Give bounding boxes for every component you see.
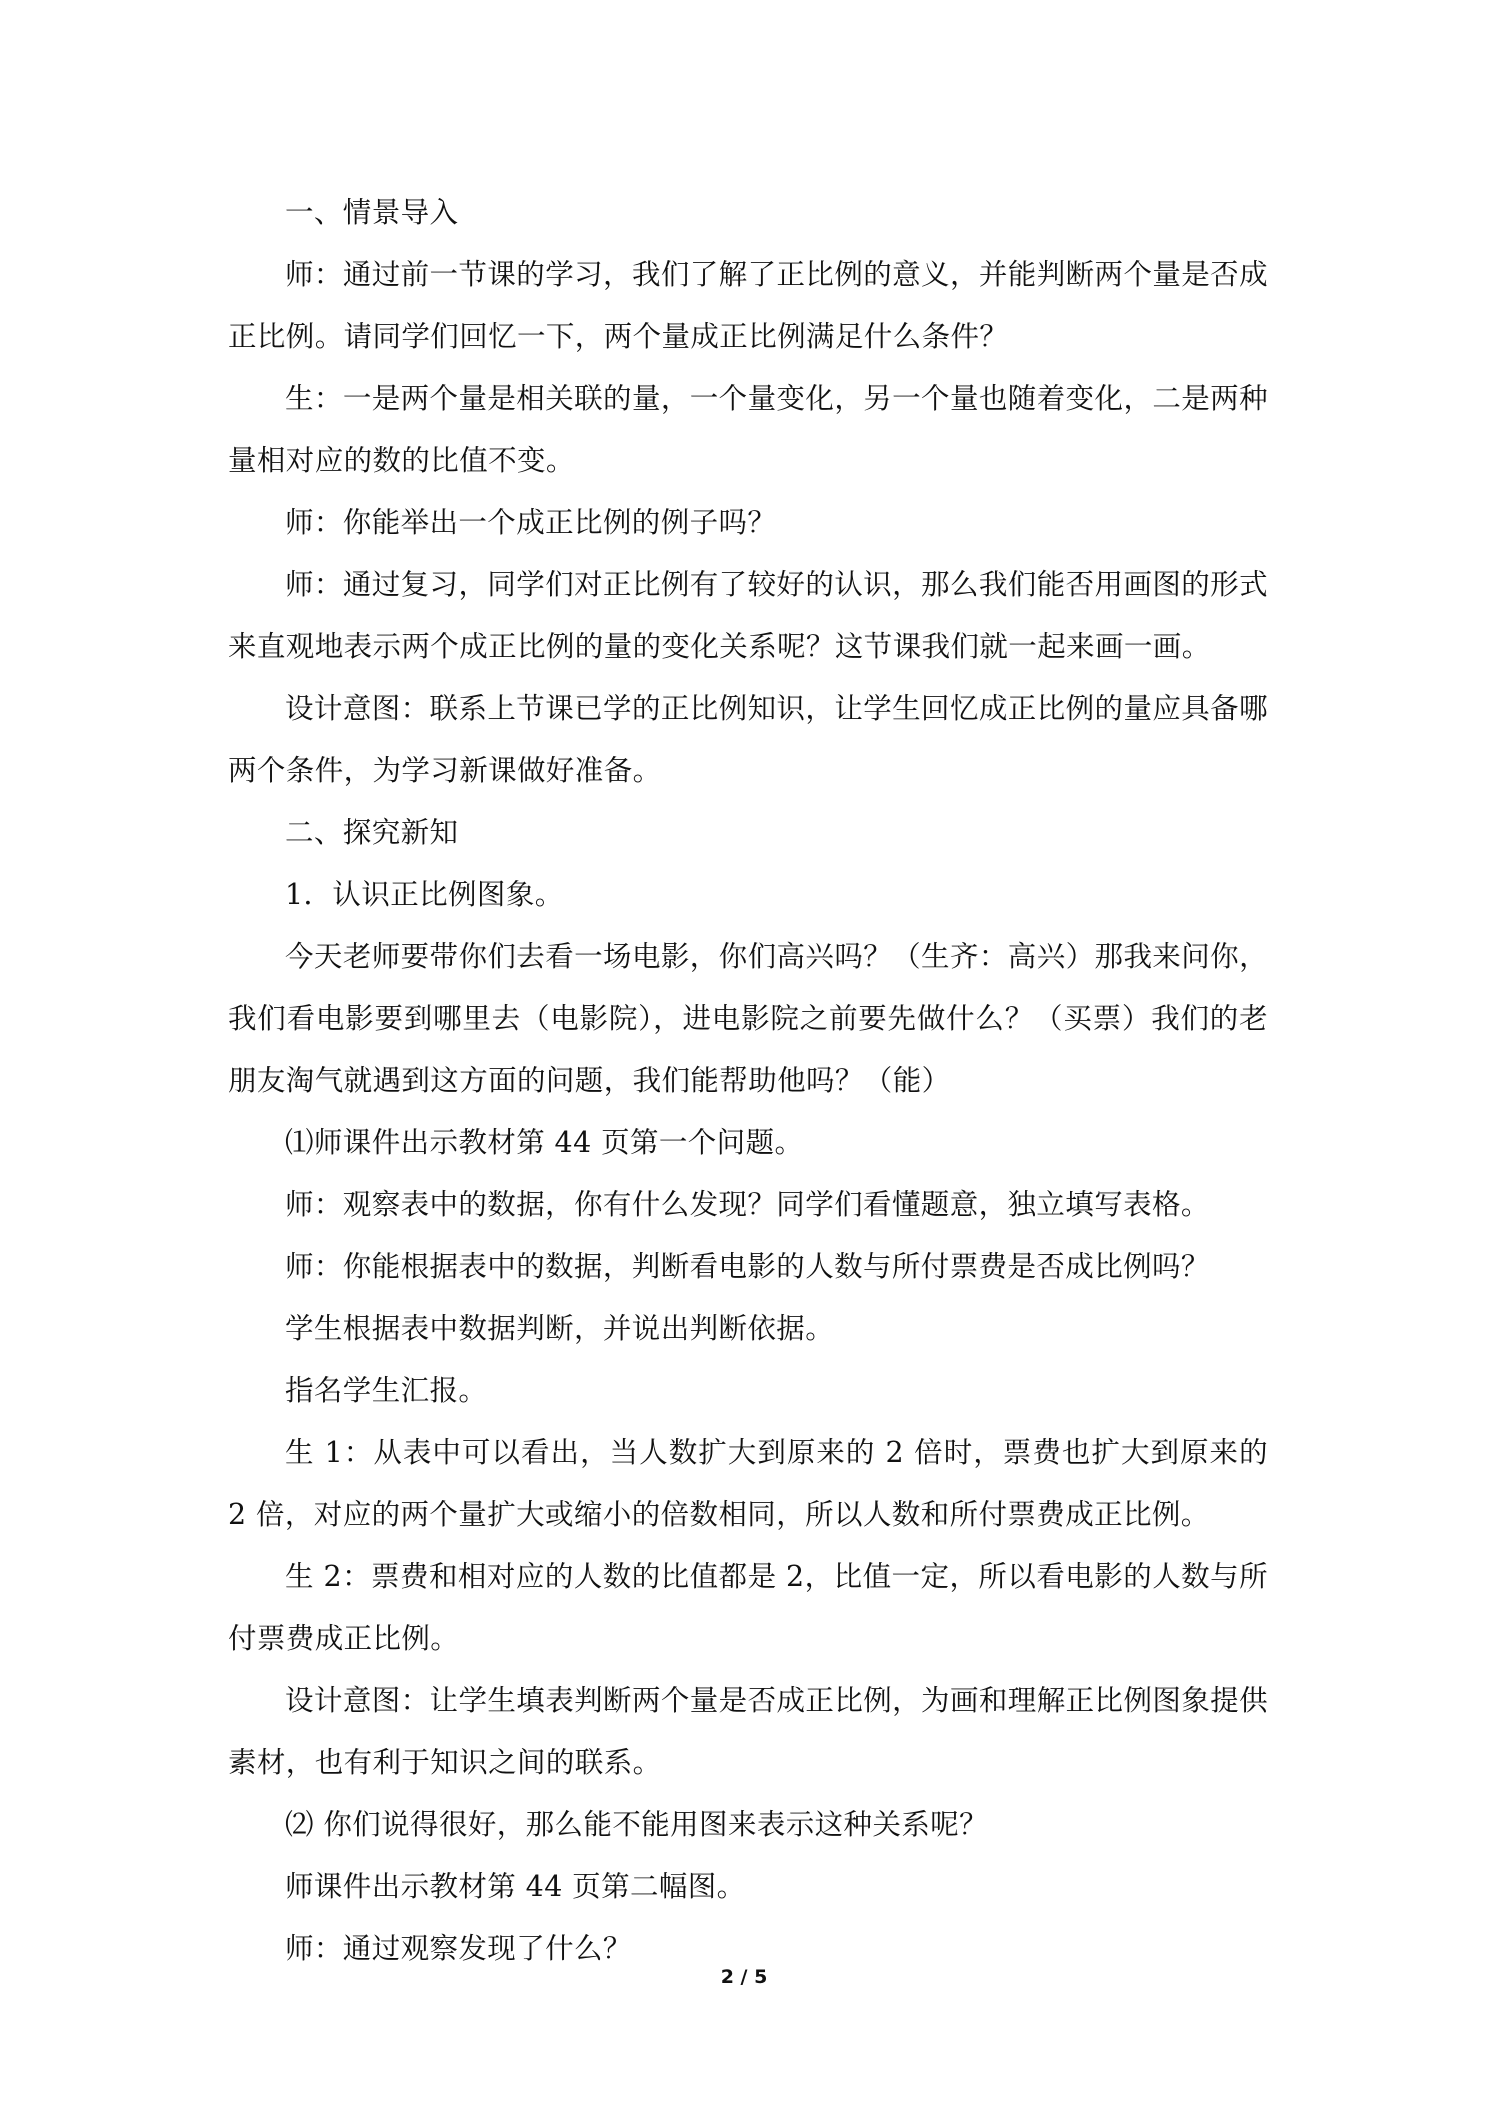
document-body	[228, 182, 1268, 1980]
paragraph: 设计意图：让学生填表判断两个量是否成正比例，为画和理解正比例图象提供素材，也有利于知识之间的联系。	[228, 1684, 1268, 1779]
paragraph: 师：通过复习，同学们对正比例有了较好的认识，那么我们能否用画图的形式来直观地表示两个成正比例的量的变化关系呢？这节课我们就一起来画一画。	[228, 568, 1268, 663]
paragraph: 生 1：从表中可以看出，当人数扩大到原来的 2 倍时，票费也扩大到原来的 2 倍，对应的两个量扩大或缩小的倍数相同，所以人数和所付票费成正比例。	[228, 1436, 1268, 1531]
paragraph: 师课件出示教材第 44 页第二幅图。	[285, 1870, 746, 1903]
paragraph: 设计意图：联系上节课已学的正比例知识，让学生回忆成正比例的量应具备哪两个条件，为学习新课做好准备。	[228, 692, 1268, 787]
paragraph: 师：通过前一节课的学习，我们了解了正比例的意义，并能判断两个量是否成正比例。请同学们回忆一下，两个量成正比例满足什么条件？	[228, 258, 1268, 353]
paragraph: 师：你能举出一个成正比例的例子吗？	[285, 506, 777, 539]
paragraph: 今天老师要带你们去看一场电影，你们高兴吗？（生齐：高兴）那我来问你，我们看电影要到哪里去（电影院），进电影院之前要先做什么？（买票）我们的老朋友淘气就遇到这方面的问题，我们能帮助他吗？（能）	[228, 940, 1268, 1097]
page-number: 2 / 5	[720, 1966, 768, 1988]
paragraph: 师：你能根据表中的数据，判断看电影的人数与所付票费是否成比例吗？	[285, 1250, 1210, 1283]
section-heading: 一、情景导入	[285, 196, 459, 229]
paragraph: ⑴师课件出示教材第 44 页第一个问题。	[285, 1126, 804, 1159]
section-heading: 二、探究新知	[285, 816, 459, 849]
paragraph: 师：通过观察发现了什么？	[285, 1932, 632, 1965]
paragraph: 生 2：票费和相对应的人数的比值都是 2，比值一定，所以看电影的人数与所付票费成正比例。	[228, 1560, 1268, 1655]
paragraph: 学生根据表中数据判断，并说出判断依据。	[285, 1312, 835, 1345]
subsection-heading: 1．认识正比例图象。	[285, 878, 564, 911]
paragraph: ⑵ 你们说得很好，那么能不能用图来表示这种关系呢？	[285, 1808, 989, 1841]
paragraph: 指名学生汇报。	[285, 1374, 488, 1407]
paragraph: 师：观察表中的数据，你有什么发现？同学们看懂题意，独立填写表格。	[285, 1188, 1210, 1221]
paragraph: 生：一是两个量是相关联的量，一个量变化，另一个量也随着变化，二是两种量相对应的数的比值不变。	[228, 382, 1268, 477]
